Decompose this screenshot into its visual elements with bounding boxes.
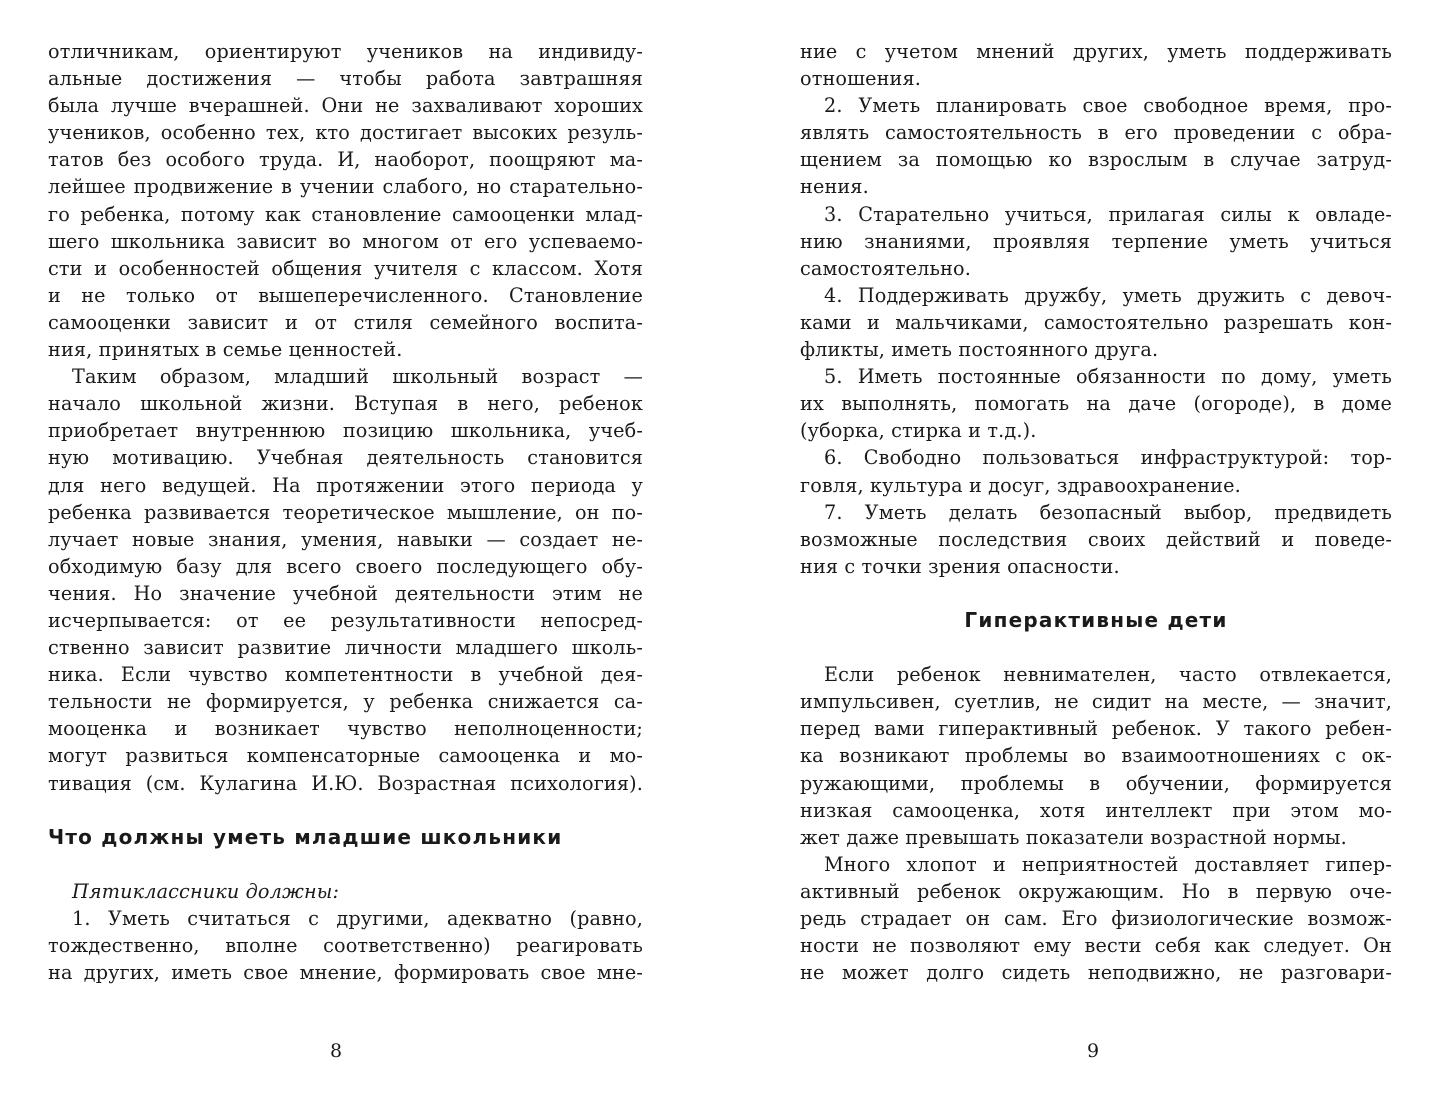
- text-line: ка возникают проблемы во взаимоотношениях с ок-: [800, 744, 1392, 768]
- left-page-text: [48, 38, 643, 986]
- text-line: активный ребенок окружающим. Но в первую оче-: [800, 879, 1392, 903]
- text-line: 6. Свободно пользоваться инфраструктурой: тор-: [824, 446, 1392, 470]
- text-line: на других, иметь свое мнение, формировать свое мне-: [48, 961, 643, 985]
- subheading: Пятиклассники должны:: [72, 879, 340, 903]
- text-line: шего школьника зависит во многом от его успеваемо-: [48, 229, 643, 253]
- text-line: щением за помощью ко взрослым в случае затруд-: [800, 148, 1392, 172]
- text-line: сти и особенностей общения учителя с классом. Хотя: [48, 256, 643, 280]
- text-line: 3. Старательно учиться, прилагая силы к овладе-: [824, 202, 1392, 226]
- text-line: их выполнять, помогать на даче (огороде), в доме: [800, 392, 1392, 416]
- text-line: самооценки зависит и от стиля семейного воспита-: [48, 310, 643, 334]
- text-line: ружающими, проблемы в обучении, формируется: [800, 771, 1392, 795]
- text-line: ника. Если чувство компетентности в учебной дея-: [48, 663, 643, 687]
- text-line: альные достижения — чтобы работа завтрашняя: [48, 67, 643, 91]
- text-line: низкая самооценка, хотя интеллект при этом мо-: [800, 798, 1392, 822]
- text-line: импульсивен, суетлив, не сидит на месте, — значит,: [800, 690, 1392, 714]
- text-line: 2. Уметь планировать свое свободное время, про-: [824, 94, 1392, 118]
- page-number: 8: [330, 1040, 343, 1062]
- text-line: фликты, иметь постоянного друга.: [800, 338, 1159, 362]
- text-line: приобретает внутреннюю позицию школьника, учеб-: [48, 419, 643, 443]
- text-line: говля, культура и досуг, здравоохранение.: [800, 473, 1241, 497]
- text-line: могут развиться компенсаторные самооценка и мо-: [48, 744, 643, 768]
- text-line: редь страдает он сам. Его физиологические возмож-: [800, 907, 1392, 930]
- text-line: Если ребенок невнимателен, часто отвлекается,: [824, 663, 1392, 687]
- text-line: го ребенка, потому как становление самооценки млад-: [48, 202, 643, 226]
- text-line: ния с точки зрения опасности.: [800, 554, 1120, 578]
- page-number: 9: [1087, 1040, 1100, 1062]
- text-line: нения.: [800, 175, 869, 199]
- right-page-text: [800, 38, 1392, 986]
- text-line: отличникам, ориентируют учеников на индивиду-: [48, 40, 643, 63]
- text-line: лучает новые знания, умения, навыки — создает не-: [48, 527, 643, 551]
- text-line: ственно зависит развитие личности младшего школь-: [48, 636, 643, 660]
- text-line: Много хлопот и неприятностей доставляет гипер-: [824, 852, 1392, 876]
- text-line: лейшее продвижение в учении слабого, но старательно-: [48, 175, 643, 199]
- text-line: начало школьной жизни. Вступая в него, ребенок: [48, 392, 643, 416]
- text-line: 7. Уметь делать безопасный выбор, предвидеть: [824, 500, 1392, 524]
- text-line: не может долго сидеть неподвижно, не разговари-: [800, 961, 1392, 985]
- blank-line: [48, 851, 643, 878]
- text-line: ности не позволяют ему вести себя как следует. Он: [800, 934, 1392, 958]
- text-line: для него ведущей. На протяжении этого периода у: [48, 473, 643, 497]
- text-line: ками и мальчиками, самостоятельно разрешать кон-: [800, 310, 1392, 334]
- text-line: мооценка и возникает чувство неполноценности;: [48, 717, 643, 741]
- text-line: ную мотивацию. Учебная деятельность становится: [48, 446, 643, 470]
- text-line: была лучше вчерашней. Они не захваливают хороших: [48, 94, 643, 118]
- text-line: 1. Уметь считаться с другими, адекватно (равно,: [72, 907, 643, 930]
- text-line: самостоятельно.: [800, 256, 971, 280]
- text-line: являть самостоятельность в его проведении с обра-: [800, 121, 1392, 145]
- text-line: отношения.: [800, 67, 921, 91]
- text-line: (уборка, стирка и т.д.).: [800, 419, 1037, 443]
- text-line: ния, принятых в семье ценностей.: [48, 338, 403, 362]
- text-line: учеников, особенно тех, кто достигает высоких резуль-: [48, 121, 643, 145]
- text-line: тивация (см. Кулагина И.Ю. Возрастная психология).: [48, 771, 643, 795]
- blank-line: [800, 580, 1392, 607]
- text-line: чения. Но значение учебной деятельности этим не: [48, 581, 643, 605]
- text-line: татов без особого труда. И, наоборот, поощряют ма-: [48, 148, 643, 172]
- text-line: нию знаниями, проявляя терпение уметь учиться: [800, 229, 1392, 253]
- section-heading: Что должны уметь младшие школьники: [48, 824, 563, 849]
- text-line: и не только от вышеперечисленного. Становление: [48, 283, 643, 307]
- text-line: обходимую базу для всего своего последующего обу-: [48, 554, 643, 578]
- text-line: ние с учетом мнений других, уметь поддерживать: [800, 40, 1392, 63]
- text-line: Таким образом, младший школьный возраст —: [72, 365, 643, 389]
- text-line: 4. Поддерживать дружбу, уметь дружить с девоч-: [824, 283, 1392, 307]
- text-line: ребенка развивается теоретическое мышление, он по-: [48, 500, 643, 524]
- text-line: жет даже превышать показатели возрастной нормы.: [800, 825, 1347, 849]
- text-line: перед вами гиперактивный ребенок. У такого ребен-: [800, 717, 1392, 741]
- text-line: тельности не формируется, у ребенка снижается са-: [48, 690, 643, 714]
- text-line: возможные последствия своих действий и поведе-: [800, 527, 1392, 551]
- blank-line: [800, 634, 1392, 661]
- blank-line: [48, 797, 643, 824]
- section-heading: Гиперактивные дети: [964, 607, 1228, 632]
- text-line: тождественно, вполне соответственно) реагировать: [48, 934, 643, 958]
- text-line: исчерпывается: от ее результативности непосред-: [48, 608, 643, 632]
- text-line: 5. Иметь постоянные обязанности по дому, уметь: [824, 365, 1392, 389]
